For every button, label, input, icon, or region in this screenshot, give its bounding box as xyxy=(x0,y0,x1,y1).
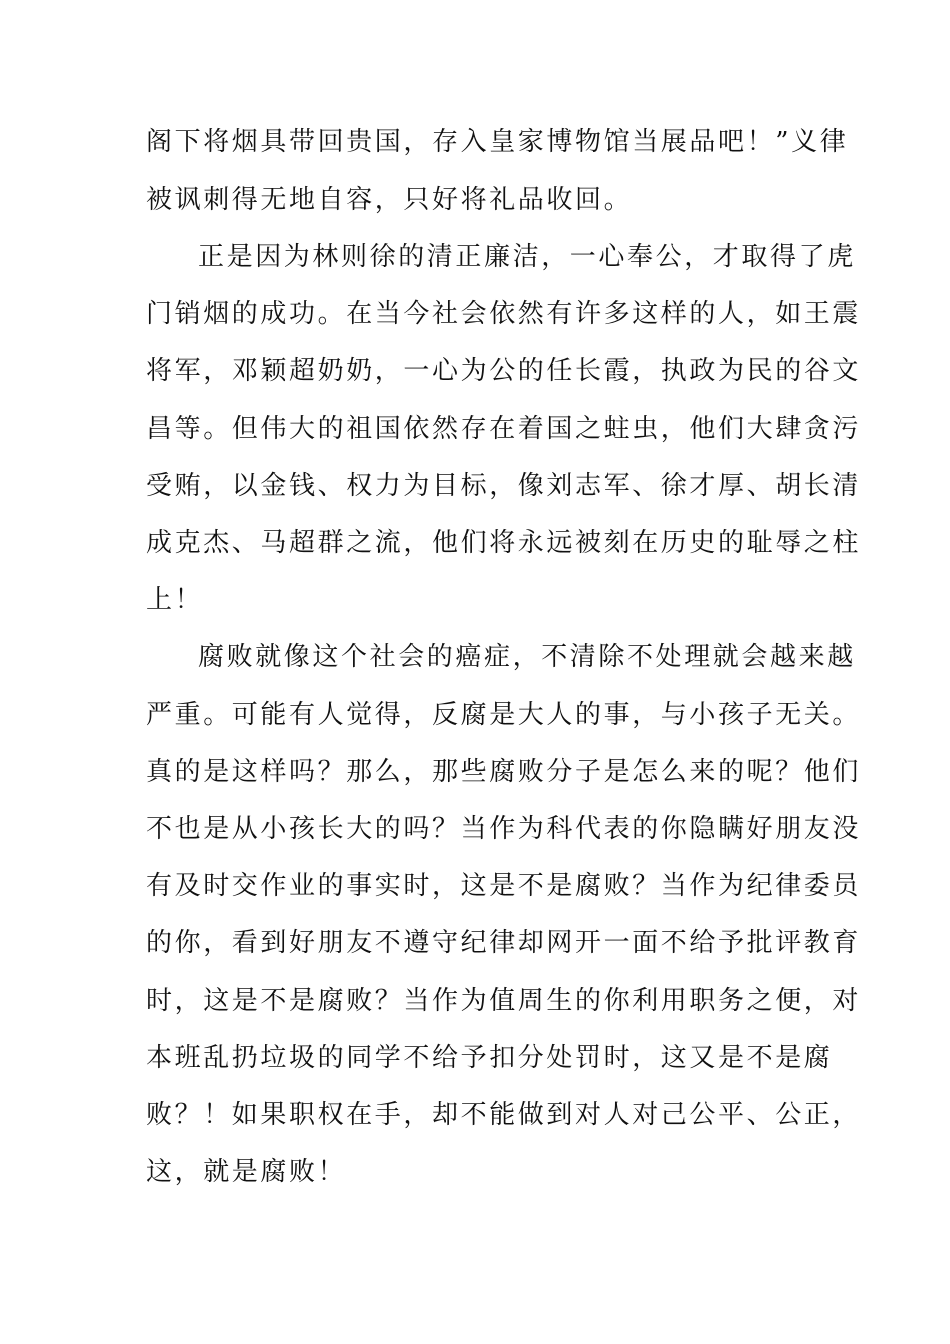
text-line: 真的是这样吗？那么，那些腐败分子是怎么来的呢？他们 xyxy=(146,757,862,787)
text-line: 严重。可能有人觉得，反腐是大人的事，与小孩子无关。 xyxy=(146,700,862,730)
text-line: 的你，看到好朋友不遵守纪律却网开一面不给予批评教育 xyxy=(146,928,862,958)
text-line: 上！ xyxy=(146,585,204,615)
text-line: 门销烟的成功。在当今社会依然有许多这样的人，如王震 xyxy=(146,299,862,329)
text-line: 败？！如果职权在手，却不能做到对人对己公平、公正， xyxy=(146,1100,862,1130)
text-line: 受贿，以金钱、权力为目标，像刘志军、徐才厚、胡长清 xyxy=(146,471,862,501)
paragraph-first-line: 腐败就像这个社会的癌症，不清除不处理就会越来越 xyxy=(198,642,856,672)
text-line: 有及时交作业的事实时，这是不是腐败？当作为纪律委员 xyxy=(146,871,862,901)
text-line: 阁下将烟具带回贵国，存入皇家博物馆当展品吧！”义律 xyxy=(146,127,849,157)
text-line: 被讽刺得无地自容，只好将礼品收回。 xyxy=(146,185,633,215)
text-line: 成克杰、马超群之流，他们将永远被刻在历史的耻辱之柱 xyxy=(146,528,862,558)
paragraph-first-line: 正是因为林则徐的清正廉洁，一心奉公，才取得了虎 xyxy=(198,242,856,272)
text-line: 本班乱扔垃圾的同学不给予扣分处罚时，这又是不是腐 xyxy=(146,1043,833,1073)
text-line: 不也是从小孩长大的吗？当作为科代表的你隐瞒好朋友没 xyxy=(146,814,862,844)
text-line: 时，这是不是腐败？当作为值周生的你利用职务之便，对 xyxy=(146,986,862,1016)
text-line: 这，就是腐败！ xyxy=(146,1157,347,1187)
text-line: 将军，邓颖超奶奶，一心为公的任长霞，执政为民的谷文 xyxy=(146,356,862,386)
text-line: 昌等。但伟大的祖国依然存在着国之蛀虫，他们大肆贪污 xyxy=(146,414,862,444)
